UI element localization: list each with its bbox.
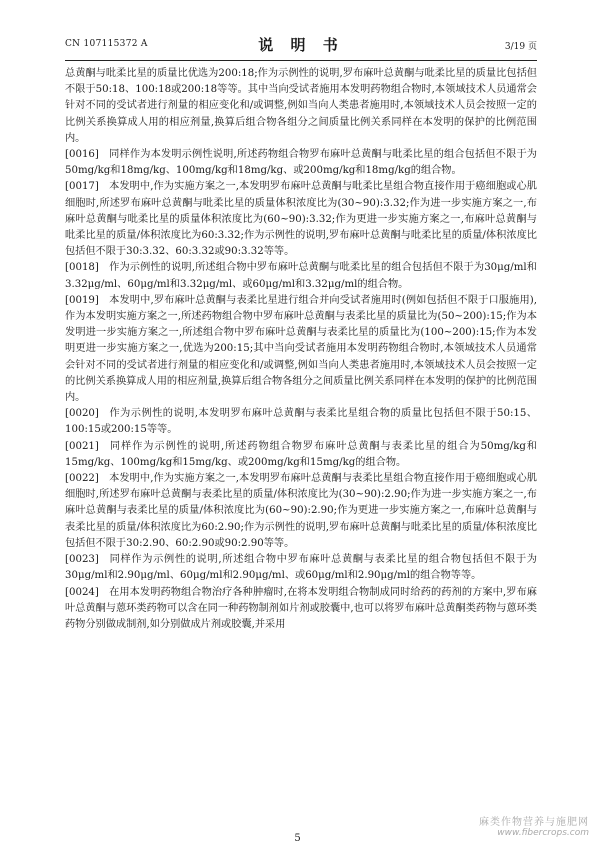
watermark-site-name: 麻类作物营养与施肥网 (479, 817, 589, 828)
paragraph-number: [0023] (65, 554, 99, 566)
paragraph-number: [0024] (65, 586, 99, 598)
paragraph-text: 作为示例性的说明,本发明罗布麻叶总黄酮与表柔比星组合物的质量比包括但不限于50:15、100:15或200:15等等。 (65, 408, 537, 436)
paragraph-number: [0022] (65, 473, 99, 485)
paragraph-0017 (65, 179, 537, 260)
paragraph-text: 作为示例性的说明,所述组合物中罗布麻叶总黄酮与吡柔比星的组合包括但不限于为30μg/ml和3.32μg/ml、60μg/ml和3.32μg/ml、或60μg/ml和3.32μg/ml的组合物。 (65, 262, 537, 290)
page-number: 5 (294, 833, 301, 844)
paragraph-number: [0021] (65, 440, 99, 452)
continuation-text: 总黄酮与吡柔比星的质量比优选为200:18;作为示例性的说明,罗布麻叶总黄酮与吡柔比星的质量比包括但不限于50:18、100:18或200:18等等。其中当向受试者施用本发明药物组合物时,本领域技术人员通常会针对不同的受试者进行剂量的相应变化和/或调整,例如当向人类患者施用时,本领域技术人员会按照一定的比例关系换算成人用的相应剂量,换算后组合物各组分之间质量比例关系同样在本发明的保护的比例范围内。 (65, 68, 537, 144)
paragraph-text: 同样作为示例性的说明,所述组合物中罗布麻叶总黄酮与表柔比星的组合物包括但不限于为30μg/ml和2.90μg/ml、60μg/ml和2.90μg/ml、或60μg/ml和2.90μg/ml的组合物等等。 (65, 554, 537, 582)
paragraph-text: 本发明中,罗布麻叶总黄酮与表柔比星进行组合并向受试者施用时(例如包括但不限于口服施用),作为本发明实施方案之一,所述药物组合物中罗布麻叶总黄酮与表柔比星的质量比为(50~200):15;作为本发明进一步实施方案之一,所述组合物中罗布麻叶总黄酮与表柔比星的质量比为(100~200):15;作为本发明更进一步实施方案之一,优选为200:15;其中当向受试者施用本发明药物组合物时,本领域技术人员通常会针对不同的受试者进行剂量的相应变化和/或调整,例如当向人类患者施用时,本领域技术人员会按照一定的比例关系换算成人用的相应剂量,换算后组合物各组分之间质量比例关系同样在本发明的保护的比例范围内。 (65, 294, 537, 404)
paragraph-text: 同样作为示例性的说明,所述药物组合物罗布麻叶总黄酮与表柔比星的组合为50mg/kg和15mg/kg、100mg/kg和15mg/kg、或200mg/kg和15mg/kg的组合物。 (65, 440, 537, 468)
paragraph-0023 (65, 552, 537, 584)
paragraph-text: 在用本发明药物组合物治疗各种肿瘤时,在将本发明组合物制成同时给药的药剂的方案中,罗布麻叶总黄酮与蒽环类药物可以含在同一种药物制剂如片剂或胶囊中,也可以将罗布麻叶总黄酮类药物与蒽环类药物分别做成制剂,如分别做成片剂或胶囊,并采用 (65, 586, 537, 630)
paragraph-number: [0019] (65, 294, 99, 306)
paragraph-number: [0016] (65, 149, 99, 161)
paragraph-0019 (65, 293, 537, 406)
watermark (479, 813, 589, 838)
paragraph-0018 (65, 260, 537, 292)
watermark-url: www.fibercrops.com (497, 828, 589, 838)
paragraph-text: 本发明中,作为实施方案之一,本发明罗布麻叶总黄酮与表柔比星组合物直接作用于癌细胞或心肌细胞时,所述罗布麻叶总黄酮与表柔比星的质量/体积浓度比为(30~90):2.90;作为进一步实施方案之一,布麻叶总黄酮与表柔比星的质量/体积浓度比为(60~90):2.90;作为更进一步实施方案之一,布麻叶总黄酮与表柔比星的质量/体积浓度比为60:2.90;作为示例性的说明,罗布麻叶总黄酮与吡柔比星的质量/体积浓度比包括但不限于30:2.90、60:2.90或90:2.90等等。 (65, 473, 537, 549)
page-header (65, 34, 537, 56)
page-counter: 3/19 页 (504, 42, 537, 52)
paragraph-0022 (65, 471, 537, 552)
document-title: 说 明 书 (258, 36, 344, 54)
paragraph-text: 同样作为本发明示例性说明,所述药物组合物罗布麻叶总黄酮与吡柔比星的组合包括但不限于为50mg/kg和18mg/kg、100mg/kg和18mg/kg、或200mg/kg和18mg/kg的组合物。 (65, 149, 537, 177)
paragraph-text: 本发明中,作为实施方案之一,本发明罗布麻叶总黄酮与吡柔比星组合物直接作用于癌细胞或心肌细胞时,所述罗布麻叶总黄酮与吡柔比星的质量体积浓度比为(30~90):3.32;作为进一步实施方案之一,布麻叶总黄酮与吡柔比星的质量体积浓度比为(60~90):3.32;作为更进一步实施方案之一,布麻叶总黄酮与吡柔比星的质量/体积浓度比为60:3.32;作为示例性的说明,罗布麻叶总黄酮与吡柔比星的质量/体积浓度比包括但不限于30:3.32、60:3.32或90:3.32等等。 (65, 181, 537, 258)
paragraph-number: [0017] (65, 181, 99, 193)
document-body (65, 66, 537, 633)
paragraph-0016 (65, 147, 537, 179)
paragraph-number: [0020] (65, 408, 99, 420)
paragraph-0021 (65, 439, 537, 471)
paragraph-0020 (65, 406, 537, 438)
paragraph-number: [0018] (65, 262, 99, 274)
header-divider (65, 60, 537, 61)
publication-number: CN 107115372 A (65, 39, 148, 49)
paragraph-0024 (65, 585, 537, 634)
